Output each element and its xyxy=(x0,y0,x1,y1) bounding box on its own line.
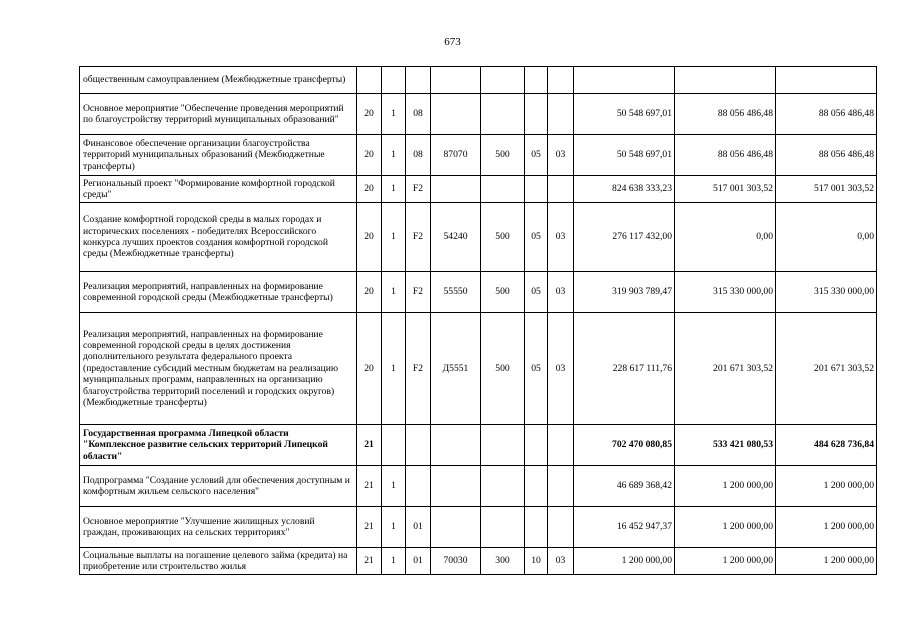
row-c5-cell xyxy=(481,176,525,203)
row-v1-cell: 276 117 432,00 xyxy=(574,203,675,272)
row-c6-cell xyxy=(525,67,548,94)
table-row xyxy=(80,425,877,466)
row-v2-cell: 1 200 000,00 xyxy=(675,548,776,575)
row-c6-cell: 05 xyxy=(525,203,548,272)
row-name-cell: Подпрограмма "Создание условий для обеспечения доступным и комфортным жильем сельского населения" xyxy=(80,466,357,507)
row-c3-cell: 08 xyxy=(406,135,431,176)
row-v1-cell: 16 452 947,37 xyxy=(574,507,675,548)
row-c5-cell: 300 xyxy=(481,548,525,575)
budget-table xyxy=(79,66,877,575)
row-v3-cell: 88 056 486,48 xyxy=(776,94,877,135)
row-v3-cell: 201 671 303,52 xyxy=(776,313,877,425)
row-c2-cell: 1 xyxy=(382,466,406,507)
row-c5-cell: 500 xyxy=(481,313,525,425)
row-v2-cell: 1 200 000,00 xyxy=(675,466,776,507)
row-c1-cell xyxy=(357,67,382,94)
row-c5-cell xyxy=(481,507,525,548)
row-c6-cell xyxy=(525,507,548,548)
row-c1-cell: 20 xyxy=(357,203,382,272)
row-c7-cell: 03 xyxy=(548,272,574,313)
row-c1-cell: 20 xyxy=(357,313,382,425)
row-c7-cell xyxy=(548,466,574,507)
row-c4-cell xyxy=(431,466,481,507)
row-v2-cell xyxy=(675,67,776,94)
row-c7-cell xyxy=(548,507,574,548)
row-name-cell: Финансовое обеспечение организации благоустройства территорий муниципальных образований (Межбюджетные трансферты) xyxy=(80,135,357,176)
row-c4-cell xyxy=(431,507,481,548)
row-v3-cell: 88 056 486,48 xyxy=(776,135,877,176)
row-c6-cell xyxy=(525,466,548,507)
row-v3-cell: 315 330 000,00 xyxy=(776,272,877,313)
row-c6-cell: 05 xyxy=(525,313,548,425)
row-name-cell: Реализация мероприятий, направленных на формирование современной городской среды в целях достижения дополнительного результата федерального проекта (предоставление субсидий местным бюджетам на реализацию муниципальных программ, направленных на организацию благоустройства территорий поселений и городских округов) (Межбюджетные трансферты) xyxy=(80,313,357,425)
row-v2-cell: 1 200 000,00 xyxy=(675,507,776,548)
row-c2-cell: 1 xyxy=(382,313,406,425)
row-c5-cell: 500 xyxy=(481,272,525,313)
row-c4-cell xyxy=(431,425,481,466)
row-c4-cell: Д5551 xyxy=(431,313,481,425)
row-c2-cell xyxy=(382,67,406,94)
row-c2-cell: 1 xyxy=(382,507,406,548)
row-v1-cell xyxy=(574,67,675,94)
row-c3-cell: F2 xyxy=(406,203,431,272)
row-c3-cell xyxy=(406,67,431,94)
row-name-cell: Реализация мероприятий, направленных на формирование современной городской среды (Межбюджетные трансферты) xyxy=(80,272,357,313)
row-v1-cell: 319 903 789,47 xyxy=(574,272,675,313)
row-c3-cell: F2 xyxy=(406,176,431,203)
row-c3-cell: 08 xyxy=(406,94,431,135)
row-v2-cell: 201 671 303,52 xyxy=(675,313,776,425)
row-name-cell: Социальные выплаты на погашение целевого займа (кредита) на приобретение или строительство жилья xyxy=(80,548,357,575)
row-c3-cell: 01 xyxy=(406,548,431,575)
row-name-cell: Основное мероприятие "Улучшение жилищных условий граждан, проживающих на сельских территориях" xyxy=(80,507,357,548)
row-c7-cell: 03 xyxy=(548,135,574,176)
row-c2-cell xyxy=(382,425,406,466)
row-c4-cell xyxy=(431,67,481,94)
row-c1-cell: 21 xyxy=(357,548,382,575)
row-c3-cell: F2 xyxy=(406,313,431,425)
table-row xyxy=(80,67,877,94)
row-c2-cell: 1 xyxy=(382,176,406,203)
row-c1-cell: 20 xyxy=(357,135,382,176)
row-v2-cell: 517 001 303,52 xyxy=(675,176,776,203)
table-body xyxy=(80,67,877,575)
row-c4-cell xyxy=(431,94,481,135)
row-c3-cell: F2 xyxy=(406,272,431,313)
row-v1-cell: 50 548 697,01 xyxy=(574,135,675,176)
row-c6-cell: 05 xyxy=(525,272,548,313)
row-c1-cell: 20 xyxy=(357,176,382,203)
row-c2-cell: 1 xyxy=(382,548,406,575)
row-c7-cell: 03 xyxy=(548,203,574,272)
row-name-cell: Региональный проект "Формирование комфортной городской среды" xyxy=(80,176,357,203)
row-c5-cell xyxy=(481,425,525,466)
row-v3-cell: 484 628 736,84 xyxy=(776,425,877,466)
row-v1-cell: 1 200 000,00 xyxy=(574,548,675,575)
table-row xyxy=(80,272,877,313)
row-name-cell: Основное мероприятие "Обеспечение проведения мероприятий по благоустройству территорий муниципальных образований" xyxy=(80,94,357,135)
row-c4-cell: 87070 xyxy=(431,135,481,176)
row-c1-cell: 20 xyxy=(357,272,382,313)
row-v2-cell: 0,00 xyxy=(675,203,776,272)
row-v1-cell: 46 689 368,42 xyxy=(574,466,675,507)
row-c5-cell xyxy=(481,94,525,135)
row-c4-cell xyxy=(431,176,481,203)
row-c7-cell xyxy=(548,425,574,466)
row-c7-cell: 03 xyxy=(548,313,574,425)
row-v2-cell: 533 421 080,53 xyxy=(675,425,776,466)
table-row xyxy=(80,176,877,203)
table-row xyxy=(80,313,877,425)
row-c5-cell: 500 xyxy=(481,203,525,272)
row-c2-cell: 1 xyxy=(382,94,406,135)
row-c4-cell: 55550 xyxy=(431,272,481,313)
row-v3-cell: 1 200 000,00 xyxy=(776,507,877,548)
row-c6-cell xyxy=(525,94,548,135)
table-row xyxy=(80,203,877,272)
row-c7-cell xyxy=(548,176,574,203)
row-v3-cell: 517 001 303,52 xyxy=(776,176,877,203)
row-c6-cell: 05 xyxy=(525,135,548,176)
row-c7-cell xyxy=(548,67,574,94)
row-c2-cell: 1 xyxy=(382,135,406,176)
row-name-cell: общественным самоуправлением (Межбюджетные трансферты) xyxy=(80,67,357,94)
row-c5-cell xyxy=(481,67,525,94)
row-c4-cell: 70030 xyxy=(431,548,481,575)
row-c1-cell: 21 xyxy=(357,425,382,466)
row-v1-cell: 228 617 111,76 xyxy=(574,313,675,425)
page-number: 673 xyxy=(444,36,461,48)
row-v1-cell: 702 470 080,85 xyxy=(574,425,675,466)
row-c1-cell: 21 xyxy=(357,466,382,507)
row-v1-cell: 824 638 333,23 xyxy=(574,176,675,203)
row-c2-cell: 1 xyxy=(382,272,406,313)
row-c6-cell: 10 xyxy=(525,548,548,575)
row-name-cell: Государственная программа Липецкой области "Комплексное развитие сельских территорий Липецкой области" xyxy=(80,425,357,466)
row-c1-cell: 21 xyxy=(357,507,382,548)
row-c2-cell: 1 xyxy=(382,203,406,272)
row-v3-cell xyxy=(776,67,877,94)
row-c3-cell: 01 xyxy=(406,507,431,548)
table-row xyxy=(80,94,877,135)
row-c5-cell xyxy=(481,466,525,507)
row-c5-cell: 500 xyxy=(481,135,525,176)
row-v2-cell: 88 056 486,48 xyxy=(675,135,776,176)
row-v3-cell: 1 200 000,00 xyxy=(776,548,877,575)
row-c7-cell: 03 xyxy=(548,548,574,575)
table-row xyxy=(80,135,877,176)
row-c1-cell: 20 xyxy=(357,94,382,135)
row-name-cell: Создание комфортной городской среды в малых городах и исторических поселениях - победителях Всероссийского конкурса лучших проектов создания комфортной городской среды (Межбюджетные трансферты) xyxy=(80,203,357,272)
row-c7-cell xyxy=(548,94,574,135)
table-row xyxy=(80,466,877,507)
row-v2-cell: 315 330 000,00 xyxy=(675,272,776,313)
row-c4-cell: 54240 xyxy=(431,203,481,272)
row-v3-cell: 0,00 xyxy=(776,203,877,272)
row-c3-cell xyxy=(406,425,431,466)
table-row xyxy=(80,507,877,548)
row-v2-cell: 88 056 486,48 xyxy=(675,94,776,135)
row-c6-cell xyxy=(525,425,548,466)
table-row xyxy=(80,548,877,575)
row-v3-cell: 1 200 000,00 xyxy=(776,466,877,507)
row-c6-cell xyxy=(525,176,548,203)
row-v1-cell: 50 548 697,01 xyxy=(574,94,675,135)
row-c3-cell xyxy=(406,466,431,507)
